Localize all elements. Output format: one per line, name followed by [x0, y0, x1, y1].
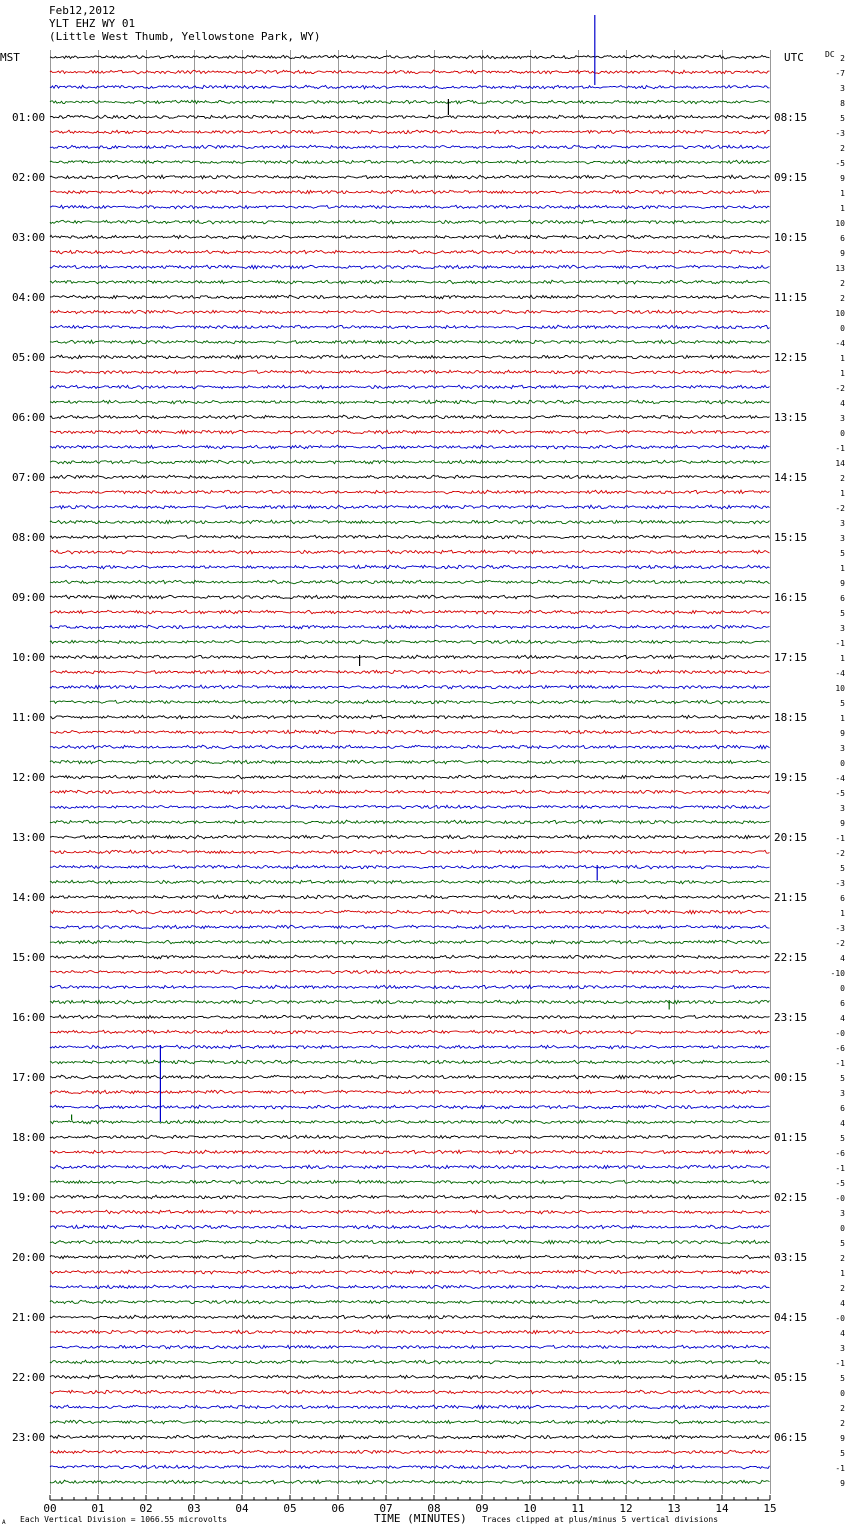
x-tick-label-5: 05 — [283, 1502, 297, 1515]
left-hour-label-8: 09:00 — [12, 591, 46, 604]
trace-row-13 — [50, 250, 770, 254]
trace-row-70 — [50, 1105, 770, 1109]
dc-offset-37: 5 — [840, 609, 845, 618]
trace-row-53 — [50, 850, 770, 854]
left-hour-label-13: 14:00 — [12, 891, 46, 904]
trace-row-73 — [50, 1150, 770, 1154]
trace-row-38 — [50, 625, 770, 629]
dc-offset-79: 5 — [840, 1239, 845, 1248]
dc-offset-83: 4 — [840, 1299, 845, 1308]
trace-row-33 — [50, 550, 770, 554]
trace-row-93 — [50, 1450, 770, 1454]
dc-offset-73: -6 — [835, 1149, 845, 1158]
dc-offset-50: 3 — [840, 804, 845, 813]
trace-row-65 — [50, 1030, 770, 1034]
right-hour-label-19: 03:15 — [774, 1251, 808, 1264]
left-hour-label-2: 03:00 — [12, 231, 46, 244]
trace-row-27 — [50, 460, 770, 464]
dc-offset-65: -0 — [835, 1029, 845, 1038]
trace-row-71 — [50, 1120, 770, 1124]
trace-row-92 — [50, 1435, 770, 1439]
dc-offset-22: -2 — [835, 384, 845, 393]
trace-row-19 — [50, 340, 770, 344]
trace-row-25 — [50, 430, 770, 434]
trace-row-44 — [50, 715, 770, 719]
left-hour-label-12: 13:00 — [12, 831, 46, 844]
trace-row-63 — [50, 1000, 770, 1004]
dc-offset-75: -5 — [835, 1179, 845, 1188]
trace-row-50 — [50, 805, 770, 808]
dc-offset-71: 4 — [840, 1119, 845, 1128]
trace-row-20 — [50, 355, 770, 359]
trace-row-36 — [50, 595, 770, 599]
x-tick-label-2: 02 — [139, 1502, 153, 1515]
trace-row-23 — [50, 400, 770, 404]
trace-row-10 — [50, 205, 770, 209]
trace-row-59 — [50, 940, 770, 944]
left-hour-label-3: 04:00 — [12, 291, 46, 304]
trace-row-62 — [50, 985, 770, 989]
dc-offset-17: 10 — [835, 309, 845, 318]
trace-row-75 — [50, 1180, 770, 1183]
trace-row-77 — [50, 1210, 770, 1214]
dc-offset-30: -2 — [835, 504, 845, 513]
dc-offset-4: 5 — [840, 114, 845, 123]
trace-row-16 — [50, 295, 770, 299]
scale-note: Each Vertical Division = 1066.55 microvolts — [20, 1515, 228, 1524]
trace-row-11 — [50, 220, 770, 224]
x-tick-label-1: 01 — [91, 1502, 105, 1515]
dc-offset-31: 3 — [840, 519, 845, 528]
dc-offset-33: 5 — [840, 549, 845, 558]
dc-offset-66: -6 — [835, 1044, 845, 1053]
right-hour-label-1: 09:15 — [774, 171, 808, 184]
dc-offset-21: 1 — [840, 369, 845, 378]
left-hour-label-14: 15:00 — [12, 951, 46, 964]
trace-row-28 — [50, 475, 770, 478]
dc-offset-64: 4 — [840, 1014, 845, 1023]
right-hour-label-5: 13:15 — [774, 411, 808, 424]
trace-row-43 — [50, 700, 770, 704]
dc-offset-56: 6 — [840, 894, 845, 903]
trace-row-21 — [50, 370, 770, 374]
dc-offset-13: 9 — [840, 249, 845, 258]
trace-row-55 — [50, 880, 770, 884]
trace-row-24 — [50, 415, 770, 419]
dc-offset-28: 2 — [840, 474, 845, 483]
trace-row-84 — [50, 1315, 770, 1319]
dc-offset-35: 9 — [840, 579, 845, 588]
dc-offset-7: -5 — [835, 159, 845, 168]
trace-row-2 — [50, 85, 770, 89]
left-hour-label-4: 05:00 — [12, 351, 46, 364]
trace-row-7 — [50, 160, 770, 164]
trace-row-45 — [50, 730, 770, 734]
trace-row-85 — [50, 1330, 770, 1334]
dc-offset-10: 1 — [840, 204, 845, 213]
right-hour-label-2: 10:15 — [774, 231, 808, 244]
x-tick-label-6: 06 — [331, 1502, 345, 1515]
trace-row-94 — [50, 1465, 770, 1469]
dc-offset-3: 8 — [840, 99, 845, 108]
right-hour-label-20: 04:15 — [774, 1311, 808, 1324]
left-hour-label-19: 20:00 — [12, 1251, 46, 1264]
trace-row-39 — [50, 640, 770, 643]
corner-mark: A — [2, 1519, 6, 1526]
right-hour-label-18: 02:15 — [774, 1191, 808, 1204]
dc-offset-14: 13 — [835, 264, 845, 273]
trace-row-47 — [50, 760, 770, 764]
x-tick-label-4: 04 — [235, 1502, 249, 1515]
dc-offset-25: 0 — [840, 429, 845, 438]
left-hour-label-0: 01:00 — [12, 111, 46, 124]
x-axis-label: TIME (MINUTES) — [374, 1512, 467, 1525]
left-hour-label-15: 16:00 — [12, 1011, 46, 1024]
right-hour-label-8: 16:15 — [774, 591, 808, 604]
left-hour-label-21: 22:00 — [12, 1371, 46, 1384]
dc-offset-47: 0 — [840, 759, 845, 768]
trace-row-56 — [50, 895, 770, 899]
trace-row-49 — [50, 790, 770, 794]
trace-row-89 — [50, 1390, 770, 1394]
left-hour-label-18: 19:00 — [12, 1191, 46, 1204]
dc-offset-43: 5 — [840, 699, 845, 708]
trace-row-26 — [50, 445, 770, 449]
trace-row-68 — [50, 1075, 770, 1079]
dc-offset-94: -1 — [835, 1464, 845, 1473]
left-hour-label-7: 08:00 — [12, 531, 46, 544]
dc-offset-20: 1 — [840, 354, 845, 363]
dc-offset-59: -2 — [835, 939, 845, 948]
right-hour-label-4: 12:15 — [774, 351, 808, 364]
trace-row-91 — [50, 1420, 770, 1424]
x-tick-label-14: 14 — [715, 1502, 729, 1515]
trace-row-0 — [50, 55, 770, 59]
trace-row-64 — [50, 1015, 770, 1019]
dc-offset-82: 2 — [840, 1284, 845, 1293]
trace-row-69 — [50, 1090, 770, 1094]
trace-row-66 — [50, 1045, 770, 1049]
dc-offset-11: 10 — [835, 219, 845, 228]
dc-offset-45: 9 — [840, 729, 845, 738]
x-tick-label-10: 10 — [523, 1502, 537, 1515]
clip-note: Traces clipped at plus/minus 5 vertical divisions — [482, 1515, 719, 1524]
right-hour-label-22: 06:15 — [774, 1431, 808, 1444]
dc-offset-89: 0 — [840, 1389, 845, 1398]
trace-row-9 — [50, 190, 770, 194]
dc-offset-92: 9 — [840, 1434, 845, 1443]
dc-offset-41: -4 — [835, 669, 845, 678]
dc-offset-63: 6 — [840, 999, 845, 1008]
chart-date: Feb12,2012 — [49, 4, 116, 17]
right-hour-label-13: 21:15 — [774, 891, 808, 904]
dc-offset-69: 3 — [840, 1089, 845, 1098]
dc-offset-74: -1 — [835, 1164, 845, 1173]
dc-offset-53: -2 — [835, 849, 845, 858]
trace-row-14 — [50, 265, 770, 269]
trace-row-86 — [50, 1345, 770, 1349]
dc-offset-72: 5 — [840, 1134, 845, 1143]
right-hour-label-15: 23:15 — [774, 1011, 808, 1024]
right-timezone-label: UTC — [784, 51, 804, 64]
trace-row-60 — [50, 955, 770, 959]
trace-row-30 — [50, 505, 770, 509]
dc-offset-84: -0 — [835, 1314, 845, 1323]
dc-offset-34: 1 — [840, 564, 845, 573]
dc-offset-46: 3 — [840, 744, 845, 753]
dc-offset-77: 3 — [840, 1209, 845, 1218]
dc-offset-40: 1 — [840, 654, 845, 663]
x-tick-label-3: 03 — [187, 1502, 201, 1515]
right-hour-label-14: 22:15 — [774, 951, 808, 964]
trace-row-88 — [50, 1375, 770, 1379]
dc-offset-60: 4 — [840, 954, 845, 963]
dc-offset-27: 14 — [835, 459, 845, 468]
trace-row-46 — [50, 745, 770, 749]
trace-row-29 — [50, 490, 770, 494]
trace-row-54 — [50, 865, 770, 869]
trace-rows — [50, 55, 770, 1484]
dc-offset-23: 4 — [840, 399, 845, 408]
dc-offset-57: 1 — [840, 909, 845, 918]
dc-offset-header: DC — [825, 50, 835, 59]
dc-offset-78: 0 — [840, 1224, 845, 1233]
dc-offset-62: 0 — [840, 984, 845, 993]
trace-row-40 — [50, 655, 770, 659]
dc-offset-54: 5 — [840, 864, 845, 873]
left-hour-label-5: 06:00 — [12, 411, 46, 424]
x-tick-label-15: 15 — [763, 1502, 777, 1515]
left-hour-label-11: 12:00 — [12, 771, 46, 784]
dc-offset-38: 3 — [840, 624, 845, 633]
x-tick-label-9: 09 — [475, 1502, 489, 1515]
dc-offset-87: -1 — [835, 1359, 845, 1368]
x-tick-label-13: 13 — [667, 1502, 681, 1515]
dc-offset-61: -10 — [830, 969, 845, 978]
dc-offset-81: 1 — [840, 1269, 845, 1278]
dc-offset-15: 2 — [840, 279, 845, 288]
trace-row-57 — [50, 910, 770, 914]
trace-row-58 — [50, 925, 770, 929]
trace-row-80 — [50, 1255, 770, 1259]
dc-offset-91: 2 — [840, 1419, 845, 1428]
left-hour-label-20: 21:00 — [12, 1311, 46, 1324]
right-hour-label-3: 11:15 — [774, 291, 808, 304]
station-code: YLT EHZ WY 01 — [49, 17, 136, 30]
left-hour-label-6: 07:00 — [12, 471, 46, 484]
right-hour-label-21: 05:15 — [774, 1371, 808, 1384]
x-tick-label-12: 12 — [619, 1502, 633, 1515]
trace-row-82 — [50, 1285, 770, 1289]
trace-row-31 — [50, 520, 770, 524]
trace-row-8 — [50, 175, 770, 179]
axis-labels — [0, 50, 845, 1526]
trace-row-1 — [50, 70, 770, 74]
trace-row-34 — [50, 565, 770, 569]
right-hour-label-17: 01:15 — [774, 1131, 808, 1144]
dc-offset-6: 2 — [840, 144, 845, 153]
dc-offset-68: 5 — [840, 1074, 845, 1083]
dc-offset-70: 6 — [840, 1104, 845, 1113]
trace-row-5 — [50, 130, 770, 134]
dc-offset-44: 1 — [840, 714, 845, 723]
trace-row-72 — [50, 1135, 770, 1139]
dc-offset-86: 3 — [840, 1344, 845, 1353]
trace-row-87 — [50, 1360, 770, 1364]
trace-row-32 — [50, 535, 770, 539]
dc-offset-1: -7 — [835, 69, 845, 78]
dc-offset-51: 9 — [840, 819, 845, 828]
trace-row-12 — [50, 235, 770, 239]
dc-offset-29: 1 — [840, 489, 845, 498]
trace-row-3 — [50, 100, 770, 104]
dc-offset-36: 6 — [840, 594, 845, 603]
dc-offset-48: -4 — [835, 774, 845, 783]
dc-offset-26: -1 — [835, 444, 845, 453]
right-hour-label-12: 20:15 — [774, 831, 808, 844]
trace-row-79 — [50, 1240, 770, 1244]
dc-offset-24: 3 — [840, 414, 845, 423]
trace-row-74 — [50, 1165, 770, 1169]
dc-offset-12: 6 — [840, 234, 845, 243]
left-timezone-label: MST — [0, 51, 20, 64]
dc-offset-80: 2 — [840, 1254, 845, 1263]
dc-offset-55: -3 — [835, 879, 845, 888]
dc-offset-5: -3 — [835, 129, 845, 138]
trace-row-81 — [50, 1270, 770, 1274]
trace-row-17 — [50, 310, 770, 313]
dc-offset-32: 3 — [840, 534, 845, 543]
left-hour-label-9: 10:00 — [12, 651, 46, 664]
right-hour-label-11: 19:15 — [774, 771, 808, 784]
dc-offset-52: -1 — [835, 834, 845, 843]
right-hour-label-9: 17:15 — [774, 651, 808, 664]
dc-offset-19: -4 — [835, 339, 845, 348]
dc-offset-16: 2 — [840, 294, 845, 303]
dc-offset-67: -1 — [835, 1059, 845, 1068]
dc-offset-0: 2 — [840, 54, 845, 63]
dc-offset-49: -5 — [835, 789, 845, 798]
trace-row-51 — [50, 820, 770, 824]
trace-row-6 — [50, 145, 770, 149]
x-tick-label-11: 11 — [571, 1502, 585, 1515]
left-hour-label-16: 17:00 — [12, 1071, 46, 1084]
trace-row-48 — [50, 775, 770, 779]
dc-offset-42: 10 — [835, 684, 845, 693]
trace-row-22 — [50, 385, 770, 389]
trace-row-95 — [50, 1480, 770, 1484]
trace-row-78 — [50, 1225, 770, 1229]
trace-row-35 — [50, 580, 770, 584]
left-hour-label-10: 11:00 — [12, 711, 46, 724]
x-tick-label-7: 07 — [379, 1502, 393, 1515]
trace-row-76 — [50, 1195, 770, 1199]
x-tick-label-0: 00 — [43, 1502, 57, 1515]
trace-row-4 — [50, 115, 770, 119]
dc-offset-18: 0 — [840, 324, 845, 333]
dc-offset-8: 9 — [840, 174, 845, 183]
trace-row-90 — [50, 1405, 770, 1409]
dc-offset-90: 2 — [840, 1404, 845, 1413]
dc-offset-85: 4 — [840, 1329, 845, 1338]
right-hour-label-16: 00:15 — [774, 1071, 808, 1084]
left-hour-label-17: 18:00 — [12, 1131, 46, 1144]
trace-row-83 — [50, 1300, 770, 1304]
dc-offset-58: -3 — [835, 924, 845, 933]
trace-row-18 — [50, 325, 770, 329]
dc-offset-9: 1 — [840, 189, 845, 198]
right-hour-label-0: 08:15 — [774, 111, 808, 124]
dc-offset-76: -0 — [835, 1194, 845, 1203]
dc-offset-2: 3 — [840, 84, 845, 93]
dc-offset-93: 5 — [840, 1449, 845, 1458]
trace-row-41 — [50, 670, 770, 674]
left-hour-label-1: 02:00 — [12, 171, 46, 184]
right-hour-label-7: 15:15 — [774, 531, 808, 544]
dc-offset-88: 5 — [840, 1374, 845, 1383]
dc-offset-39: -1 — [835, 639, 845, 648]
left-hour-label-22: 23:00 — [12, 1431, 46, 1444]
station-location: (Little West Thumb, Yellowstone Park, WY) — [49, 30, 321, 43]
trace-row-61 — [50, 970, 770, 974]
trace-row-37 — [50, 610, 770, 614]
dc-offset-95: 9 — [840, 1479, 845, 1488]
right-hour-label-10: 18:15 — [774, 711, 808, 724]
trace-row-42 — [50, 685, 770, 689]
trace-row-67 — [50, 1060, 770, 1064]
trace-row-52 — [50, 835, 770, 839]
right-hour-label-6: 14:15 — [774, 471, 808, 484]
x-tick-label-8: 08 — [427, 1502, 441, 1515]
trace-row-15 — [50, 280, 770, 284]
